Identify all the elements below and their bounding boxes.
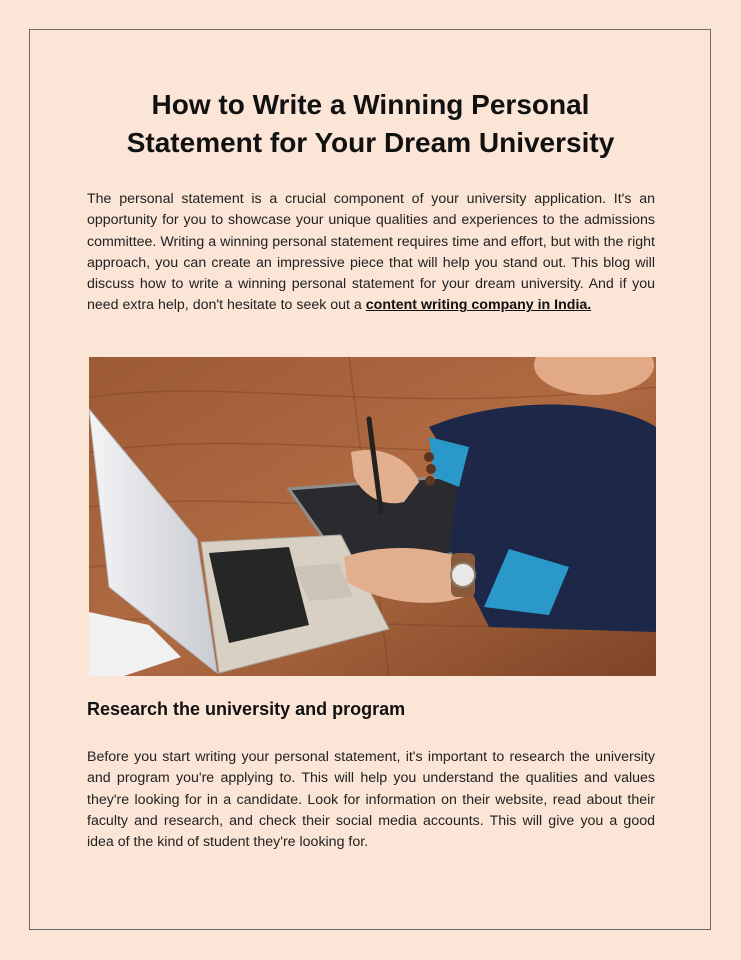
title-line-2: Statement for Your Dream University [126, 127, 615, 158]
article-title [60, 86, 681, 162]
section-heading-research: Research the university and program [87, 699, 406, 719]
content-writing-link[interactable]: content writing company in India. [365, 297, 592, 314]
research-paragraph: Before you start writing your personal statement, it's important to research the university and program you're applying to. This will help you understand the qualities and values they're looking for in a candidate. Look for information on their website, read about their faculty and research, and check their social media accounts. This will give you a good idea of the kind of student they're looking for. [87, 749, 655, 851]
intro-text: The personal statement is a crucial component of your university application. It's an opportunity for you to showcase your unique qualities and experiences to the admissions committee. Writing a winning personal statement requires time and effort, but with the right approach, you can create an impressive piece that will help you stand out. This blog will discuss how to write a winning personal statement for your dream university. And if you need extra help, don't hesitate to seek out a [87, 191, 655, 314]
intro-paragraph [87, 189, 655, 317]
hero-image [89, 357, 656, 676]
title-line-1: How to Write a Winning Personal [151, 89, 590, 120]
